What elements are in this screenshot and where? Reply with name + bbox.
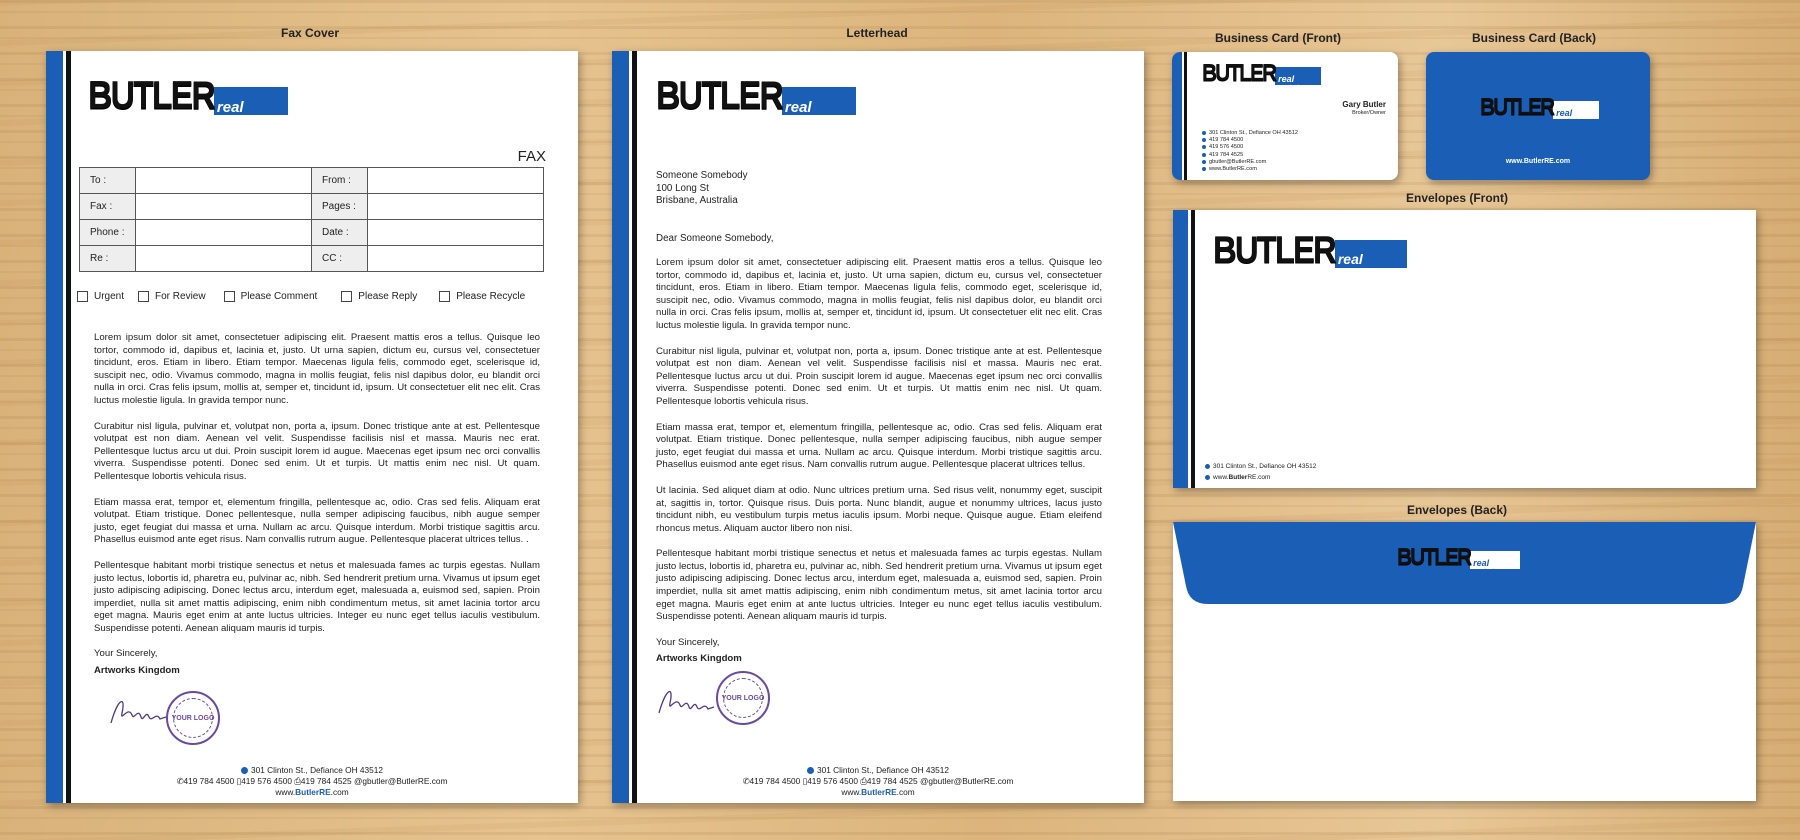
stamp-text: YOUR LOGO bbox=[721, 694, 765, 702]
stamp-text: YOUR LOGO bbox=[171, 714, 215, 722]
letter-blue-stripe bbox=[612, 51, 629, 803]
logo-wordmark: BUTLER bbox=[1213, 227, 1335, 271]
logo-tagline: real estate bbox=[1335, 240, 1407, 268]
letter-signature bbox=[656, 683, 716, 724]
fax-signature bbox=[108, 693, 168, 734]
env-blue-stripe bbox=[1173, 210, 1188, 488]
footer-phone2: 419 576 4500 bbox=[807, 776, 858, 786]
logo-wordmark: BUTLER bbox=[656, 73, 782, 118]
card-contact-line bbox=[1202, 152, 1298, 159]
fax-checkbox[interactable] bbox=[439, 291, 525, 302]
address-line: 100 Long St bbox=[656, 182, 709, 194]
logo-wordmark: BUTLER bbox=[88, 73, 214, 118]
checkbox-label: Urgent bbox=[94, 291, 125, 302]
home-icon bbox=[241, 767, 248, 774]
fax-checkbox[interactable] bbox=[224, 291, 318, 302]
contact-icon bbox=[1202, 167, 1206, 171]
fax-field-label: Fax : bbox=[80, 194, 136, 220]
signer-name: Artworks Kingdom bbox=[656, 653, 742, 665]
email-icon: @ bbox=[919, 776, 929, 786]
fax-icon: ⎙ bbox=[860, 776, 867, 786]
env-black-stripe bbox=[1191, 210, 1195, 488]
footer-address: 301 Clinton St., Defiance OH 43512 bbox=[817, 765, 949, 775]
fax-field-value[interactable] bbox=[368, 220, 544, 246]
body-paragraph: Lorem ipsum dolor sit amet, consectetuer adipiscing elit. Praesent mattis eros a tellus. Quisque leo tortor, commodo id, dapibus et, lacinia et, justo. Ut urna sapien, dictum eu, cursus vel, consectetuer tincidunt, eros. Etiam in libero. Etiam tempor. Maecenas ligula felis, commodo eget, scelerisque id, suscipit nec, odio. Vivamus commodo, magna in mollis feugiat, felis nisl dapibus dolor, eu blandit orci nulla in orci. Cras felis ipsum, mollis at, semper et, tincidunt id, ipsum. Ut consectetuer elit nec elit. Cras luctus molestie ligula. In gravida tempor nunc. bbox=[94, 332, 540, 406]
letter-address-block bbox=[656, 170, 748, 208]
closing-line: Your Sincerely, bbox=[656, 636, 720, 648]
card-contact-line bbox=[1202, 166, 1298, 173]
fax-checkbox[interactable] bbox=[138, 291, 206, 302]
business-card-front bbox=[1172, 52, 1398, 180]
envelope-front-logo bbox=[1213, 227, 1407, 281]
fax-field-label: From : bbox=[312, 168, 368, 194]
card-contact-text: 419 784 4500 bbox=[1209, 137, 1244, 144]
footer-web[interactable] bbox=[612, 787, 1144, 798]
web-prefix: www. bbox=[1213, 474, 1229, 481]
mobile-icon: ▯ bbox=[802, 776, 808, 786]
logo-tagline: real estate bbox=[214, 87, 288, 115]
contact-icon bbox=[1202, 138, 1206, 142]
address-line: Brisbane, Australia bbox=[656, 195, 738, 207]
envelope-back-logo bbox=[1397, 543, 1520, 577]
logo-tagline: real estate bbox=[782, 87, 856, 115]
caption-envelopes-front: Envelopes (Front) bbox=[1405, 191, 1508, 205]
env-web[interactable] bbox=[1205, 472, 1316, 483]
caption-fax-cover: Fax Cover bbox=[280, 26, 340, 40]
fax-field-label: Date : bbox=[312, 220, 368, 246]
card-contact-text: gbutler@ButlerRE.com bbox=[1209, 158, 1267, 165]
home-icon bbox=[807, 767, 814, 774]
card-black-stripe bbox=[1184, 52, 1187, 180]
footer-address: 301 Clinton St., Defiance OH 43512 bbox=[251, 765, 383, 775]
card-contact-list bbox=[1202, 130, 1298, 173]
fax-field-value[interactable] bbox=[368, 246, 544, 272]
card-blue-stripe bbox=[1172, 52, 1182, 180]
checkbox-icon[interactable] bbox=[77, 291, 88, 302]
footer-phone1: 419 784 4500 bbox=[183, 776, 235, 786]
fax-field-label: CC : bbox=[312, 246, 368, 272]
caption-letterhead: Letterhead bbox=[846, 26, 908, 40]
letter-body bbox=[656, 257, 1102, 666]
card-contact-text: 419 784 4525 bbox=[1209, 151, 1244, 158]
fax-checkbox[interactable] bbox=[341, 291, 417, 302]
web-suffix: .com bbox=[330, 787, 349, 797]
card-contact-line bbox=[1202, 159, 1298, 166]
checkbox-label: Please Recycle bbox=[456, 291, 526, 302]
body-paragraph: Etiam massa erat, tempor et, elementum fringilla, pellentesque ac, odio. Cras sed felis. Aliquam erat volutpat. Etiam tristique. Donec pellentesque, nulla semper adipiscing faucibus, nibh augue semper justo, eget feugiat dui massa et urna. Nullam ac arcu. Quisque interdum. Morbi tristique sagittis arcu. Phasellus euismod ante eget risus. Nam convallis rutrum augue. Pellentesque placerat ultrices tellus. . bbox=[94, 496, 540, 546]
checkbox-icon[interactable] bbox=[439, 291, 450, 302]
checkbox-icon[interactable] bbox=[341, 291, 352, 302]
fax-field-value[interactable] bbox=[136, 220, 312, 246]
envelope-contact bbox=[1205, 461, 1316, 483]
card-contact-text: 419 576 4500 bbox=[1209, 144, 1244, 151]
body-paragraph: Lorem ipsum dolor sit amet, consectetuer adipiscing elit. Praesent mattis eros a tellus. Quisque leo tortor, commodo id, dapibus et, lacinia et, justo. Ut urna sapien, dictum eu, cursus vel, consectetuer tincidunt, eros. Etiam in libero. Etiam tempor. Maecenas ligula felis, commodo eget, scelerisque id, suscipit nec, odio. Vivamus commodo, magna in mollis feugiat, felis nisl dapibus dolor, eu blandit orci nulla in orci. Cras felis ipsum, mollis at, semper et, tincidunt id, ipsum. Ut consectetuer elit nec elit. Cras luctus molestie ligula. In gravida tempor nunc. bbox=[656, 257, 1102, 331]
web-brand: ButlerRE bbox=[861, 787, 897, 797]
home-icon bbox=[1205, 464, 1210, 469]
caption-envelopes-back: Envelopes (Back) bbox=[1406, 503, 1508, 517]
caption-business-card-front: Business Card (Front) bbox=[1214, 31, 1341, 45]
contact-icon bbox=[1202, 153, 1206, 157]
envelope-front bbox=[1173, 210, 1756, 488]
web-brand: ButlerRE bbox=[295, 787, 331, 797]
checkbox-label: Please Comment bbox=[240, 291, 318, 302]
business-card-back bbox=[1426, 52, 1650, 180]
contact-icon bbox=[1202, 160, 1206, 164]
env-address: 301 Clinton St., Defiance OH 43512 bbox=[1213, 463, 1317, 470]
card-contact-line bbox=[1202, 137, 1298, 144]
fax-footer bbox=[46, 765, 578, 798]
fax-field-value[interactable] bbox=[136, 194, 312, 220]
card-back-logo bbox=[1480, 93, 1599, 127]
logo-wordmark: BUTLER bbox=[1480, 93, 1554, 121]
fax-table-row bbox=[80, 168, 544, 194]
fax-field-value[interactable] bbox=[368, 194, 544, 220]
fax-stamp bbox=[166, 691, 220, 745]
signer-name: Artworks Kingdom bbox=[94, 665, 180, 677]
letter-black-stripe bbox=[632, 51, 637, 803]
fax-field-label: Pages : bbox=[312, 194, 368, 220]
logo-wordmark: BUTLER bbox=[1397, 543, 1471, 571]
card-contact-line bbox=[1202, 130, 1298, 137]
fax-checkbox[interactable] bbox=[77, 291, 124, 302]
body-paragraph: Curabitur nisl ligula, pulvinar et, volutpat non, porta a, ipsum. Donec tristique ante at est. Pellentesque volutpat est non diam. Aenean vel velit. Suspendisse facilisis nisl et massa. Mauris nec erat. Pellentesque luctus arcu ut dui. Proin suscipit lorem id augue. Maecenas eget ipsum nec orci convallis viverra. Suspendisse potenti. Donec sed enim. Ut et turpis. Ut mattis enim nec nisl. Ut quam. Pellentesque lobortis vehicula risus. bbox=[94, 420, 540, 482]
footer-email: gbutler@ButlerRE.com bbox=[928, 776, 1014, 786]
letter-greeting: Dear Someone Somebody, bbox=[656, 233, 774, 244]
address-line: Someone Somebody bbox=[656, 170, 748, 181]
fax-cover-sheet bbox=[46, 51, 578, 803]
card-name: Gary Butler bbox=[1342, 100, 1386, 109]
fax-blue-stripe bbox=[46, 51, 63, 803]
card-role: Broker/Owner bbox=[1352, 110, 1386, 116]
envelope-back bbox=[1173, 522, 1756, 801]
fax-table-row bbox=[80, 220, 544, 246]
logo-tagline: real estate bbox=[1275, 67, 1321, 85]
footer-phone2: 419 576 4500 bbox=[241, 776, 292, 786]
footer-phone3: 419 784 4525 bbox=[866, 776, 918, 786]
card-front-logo bbox=[1202, 59, 1321, 93]
mobile-icon: ▯ bbox=[236, 776, 242, 786]
footer-phone3: 419 784 4525 bbox=[300, 776, 352, 786]
footer-web[interactable] bbox=[46, 787, 578, 798]
fax-info-table bbox=[79, 167, 544, 272]
email-icon: @ bbox=[353, 776, 363, 786]
fax-checkbox-row bbox=[77, 291, 539, 302]
fax-field-label: Phone : bbox=[80, 220, 136, 246]
closing-line: Your Sincerely, bbox=[94, 648, 158, 660]
body-paragraph: Pellentesque habitant morbi tristique senectus et netus et malesuada fames ac turpis egestas. Nullam justo lectus, lobortis id, pharetra eu, pulvinar ac, nibh. Sed hendrerit pretium urna. Vivamus ut ipsum eget justo adipiscing adipiscing. Donec lectus arcu, interdum eget, malesuada a, euismod sed, sapien. Proin imperdiet, nulla sit amet mattis adipiscing, enim nibh condimentum metus, sit amet lacinia tortor arcu eget magna. Mauris eget enim at ante luctus ultricies. Integer eu nunc eget tellus iaculis vestibulum. Suspendisse potenti. Aenean aliquam mauris id turpis. bbox=[94, 559, 540, 634]
checkbox-icon[interactable] bbox=[224, 291, 235, 302]
caption-business-card-back: Business Card (Back) bbox=[1471, 31, 1597, 45]
fax-title: FAX bbox=[517, 148, 546, 165]
checkbox-label: For Review bbox=[155, 291, 206, 302]
fax-field-value[interactable] bbox=[136, 168, 312, 194]
logo-tagline: real estate bbox=[1553, 101, 1599, 119]
fax-body bbox=[94, 332, 540, 678]
fax-logo bbox=[88, 73, 288, 131]
body-paragraph: Ut lacinia. Sed aliquet diam at odio. Nunc ultrices pretium urna. Sed risus velit, nonummy eget, suscipit at, sagittis in, tortor. Quisque risus. Duis porta. Nunc blandit, augue et nonummy ultrices, lacus justo tincidunt nibh, eu vestibulum turpis metus iaculis ipsum. Morbi neque. Quisque augue. Etiam eleifend rhoncus metus. Aliquam auctor libero non nisi. bbox=[656, 484, 1102, 534]
body-paragraph: Etiam massa erat, tempor et, elementum fringilla, pellentesque ac, odio. Cras sed felis. Aliquam erat volutpat. Etiam tristique. Donec pellentesque, nulla semper adipiscing faucibus, nibh augue semper justo, eget feugiat dui massa et urna. Nullam ac arcu. Quisque interdum. Morbi tristique sagittis arcu. Phasellus euismod ante eget risus. Nam convallis rutrum augue. Pellentesque placerat ultrices tellus. bbox=[656, 421, 1102, 471]
contact-icon bbox=[1202, 145, 1206, 149]
fax-field-value[interactable] bbox=[136, 246, 312, 272]
body-paragraph: Curabitur nisl ligula, pulvinar et, volutpat non, porta a, ipsum. Donec tristique ante at est. Pellentesque volutpat est non diam. Aenean vel velit. Suspendisse facilisis nisl et massa. Mauris nec erat. Pellentesque luctus arcu ut dui. Proin suscipit lorem id augue. Maecenas eget ipsum nec orci convallis viverra. Suspendisse potenti. Donec sed enim. Ut et turpis. Ut mattis enim nec nisl. Ut quam. Pellentesque lobortis vehicula risus. bbox=[656, 345, 1102, 407]
body-paragraph: Pellentesque habitant morbi tristique senectus et netus et malesuada fames ac turpis egestas. Nullam justo lectus, lobortis id, pharetra eu, pulvinar ac, nibh. Sed hendrerit pretium urna. Vivamus ut ipsum eget justo adipiscing adipiscing. Donec lectus arcu, interdum eget, malesuada a, euismod sed, sapien. Proin imperdiet, nulla sit amet mattis adipiscing, enim nibh condimentum metus, sit amet lacinia tortor arcu eget magna. Mauris eget enim at ante luctus ultricies. Integer eu nunc eget tellus iaculis vestibulum. Suspendisse potenti. Aenean aliquam mauris id turpis. bbox=[656, 548, 1102, 623]
fax-black-stripe bbox=[66, 51, 71, 803]
logo-wordmark: BUTLER bbox=[1202, 59, 1276, 87]
fax-table-row bbox=[80, 246, 544, 272]
globe-icon bbox=[1205, 475, 1210, 480]
web-brand: Butler bbox=[1228, 474, 1248, 481]
letter-logo bbox=[656, 73, 856, 131]
card-contact-text: www.ButlerRE.com bbox=[1209, 166, 1257, 173]
checkbox-icon[interactable] bbox=[138, 291, 149, 302]
card-back-web[interactable]: www.ButlerRE.com bbox=[1505, 158, 1571, 165]
web-prefix: www. bbox=[841, 787, 862, 797]
card-contact-text: 301 Clinton St., Defiance OH 43512 bbox=[1209, 130, 1298, 136]
phone-icon: ✆ bbox=[176, 776, 184, 786]
checkbox-label: Please Reply bbox=[358, 291, 418, 302]
letter-stamp bbox=[716, 671, 770, 725]
phone-icon: ✆ bbox=[742, 776, 750, 786]
fax-field-label: To : bbox=[80, 168, 136, 194]
letterhead-sheet bbox=[612, 51, 1144, 803]
card-contact-line bbox=[1202, 144, 1298, 151]
footer-phone1: 419 784 4500 bbox=[749, 776, 801, 786]
letter-footer bbox=[612, 765, 1144, 798]
web-suffix: .com bbox=[896, 787, 915, 797]
fax-table-row bbox=[80, 194, 544, 220]
web-prefix: www. bbox=[275, 787, 296, 797]
contact-icon bbox=[1202, 131, 1206, 135]
footer-email: gbutler@ButlerRE.com bbox=[362, 776, 448, 786]
web-suffix: RE.com bbox=[1247, 474, 1271, 481]
logo-tagline: real estate bbox=[1470, 551, 1520, 569]
fax-icon: ⎙ bbox=[294, 776, 301, 786]
fax-field-label: Re : bbox=[80, 246, 136, 272]
fax-field-value[interactable] bbox=[368, 168, 544, 194]
